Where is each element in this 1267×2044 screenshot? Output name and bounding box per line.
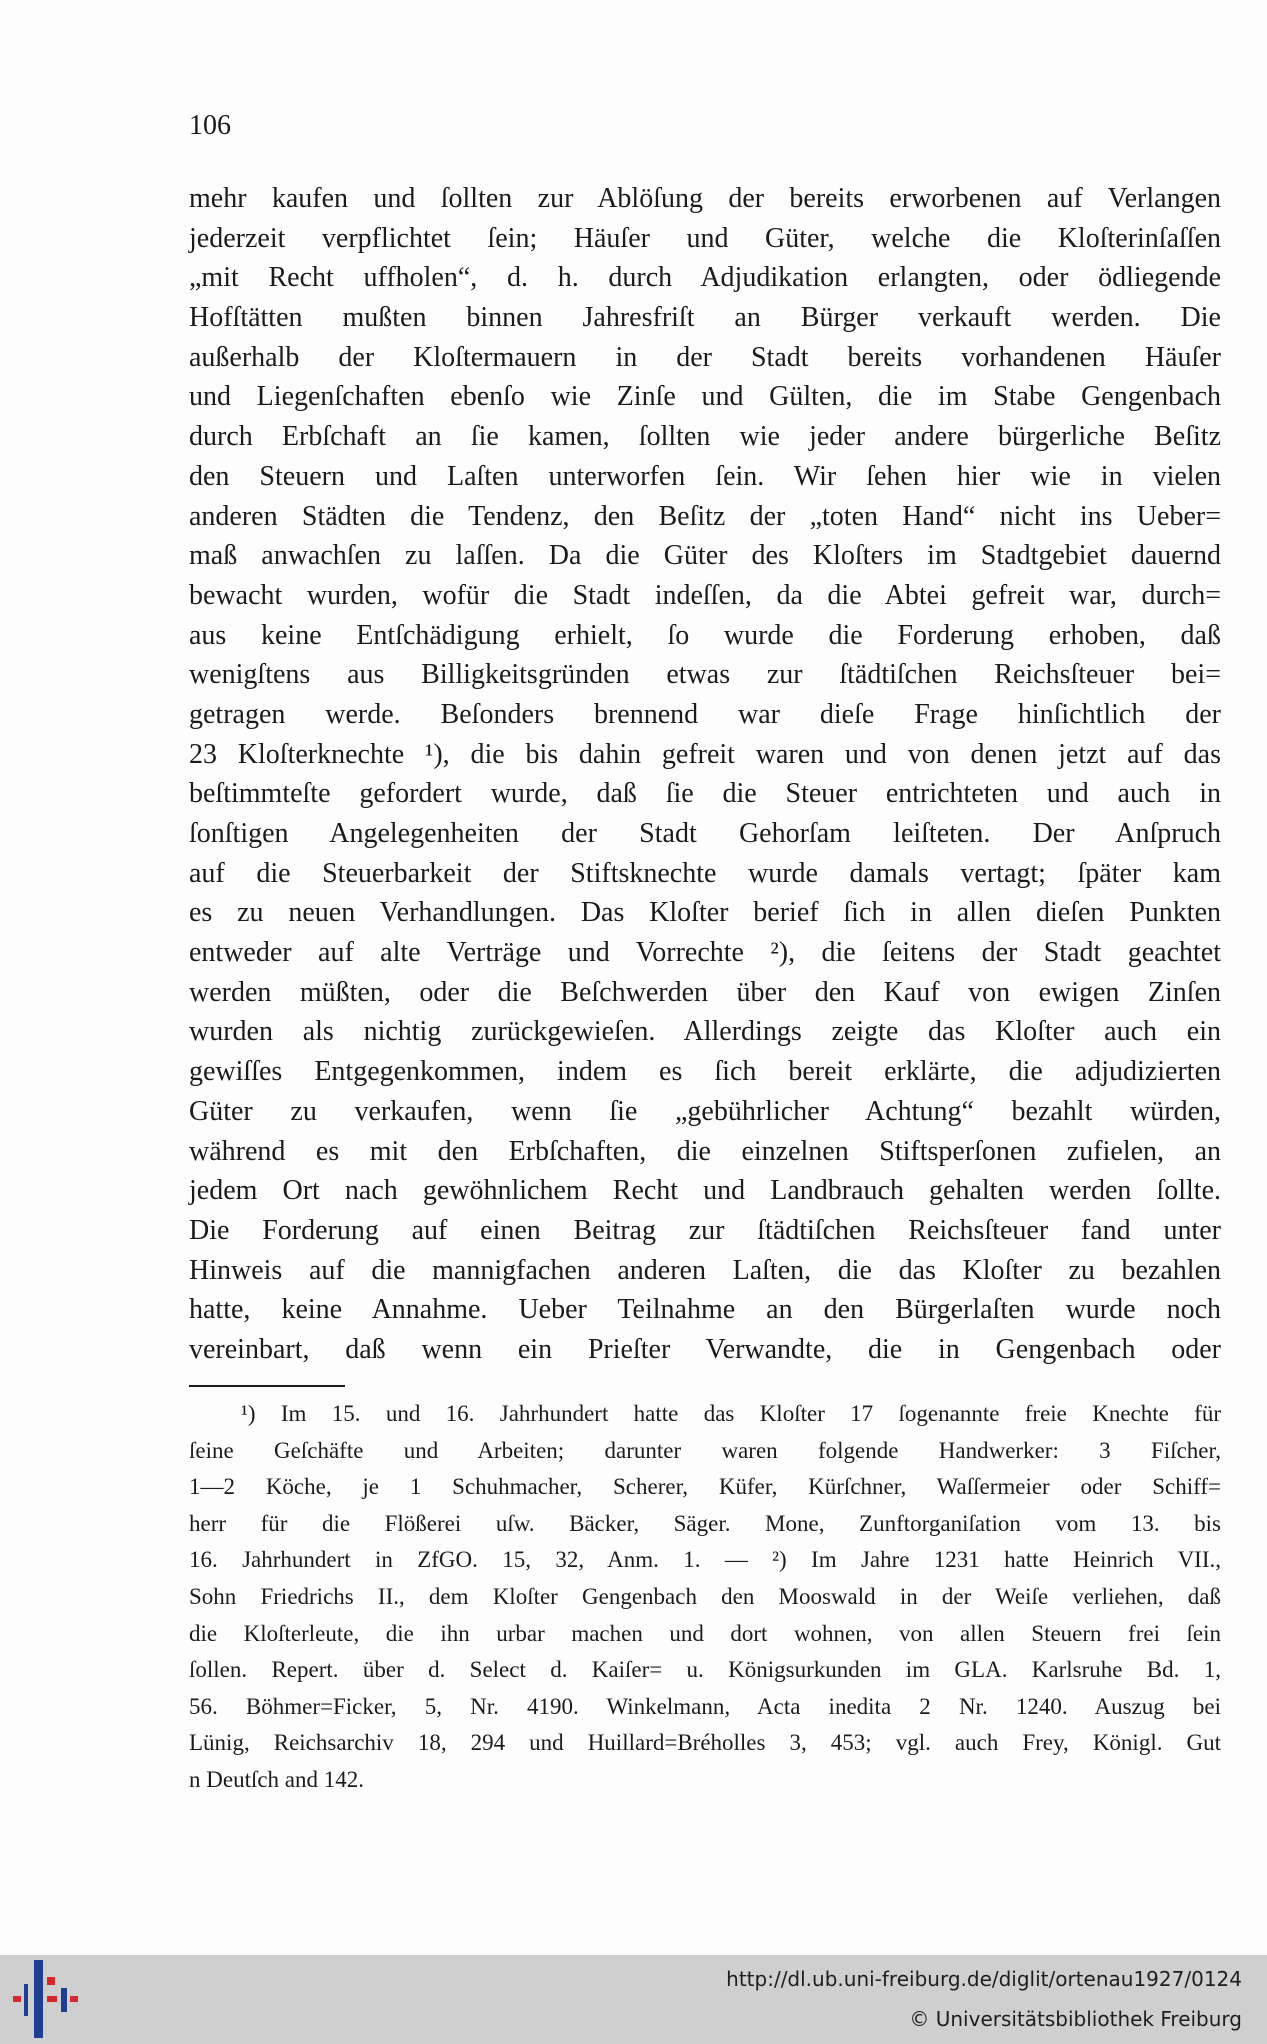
body-line: jederzeit verpflichtet ſein; Häuſer und Güter, welche die Kloſterinſaſſen (189, 222, 1221, 254)
body-line: aus keine Entſchädigung erhielt, ſo wurde die Forderung erhoben, daß (189, 619, 1221, 651)
page-number: 106 (189, 110, 231, 141)
body-line: während es mit den Erbſchaften, die einzelnen Stiftsperſonen zufielen, an (189, 1135, 1221, 1167)
footnote-divider (189, 1385, 345, 1387)
body-line: Güter zu verkaufen, wenn ſie „gebührlicher Achtung“ bezahlt würden, (189, 1095, 1221, 1127)
footnote-line: 16. Jahrhundert in ZfGO. 15, 32, Anm. 1. — ²) Im Jahre 1231 hatte Heinrich VII., (189, 1547, 1221, 1573)
body-line: und Liegenſchaften ebenſo wie Zinſe und Gülten, die im Stabe Gengenbach (189, 381, 1221, 413)
body-line: entweder auf alte Verträge und Vorrechte ²), die ſeitens der Stadt geachtet (189, 937, 1221, 969)
body-line: getragen werde. Beſonders brennend war dieſe Frage hinſichtlich der (189, 698, 1221, 730)
body-line: bewacht wurden, wofür die Stadt indeſſen, da die Abtei gefreit war, durch= (189, 579, 1221, 611)
body-line: „mit Recht uffholen“, d. h. durch Adjudikation erlangten, oder ödliegende (189, 262, 1221, 294)
body-line: hatte, keine Annahme. Ueber Teilnahme an den Bürgerlaſten wurde noch (189, 1294, 1221, 1326)
body-line: wenigſtens aus Billigkeitsgründen etwas zur ſtädtiſchen Reichsſteuer bei= (189, 659, 1221, 691)
footnote-line: ſeine Geſchäfte und Arbeiten; darunter waren folgende Handwerker: 3 Fiſcher, (189, 1437, 1221, 1463)
body-line: jedem Ort nach gewöhnlichem Recht und Landbrauch gehalten werden ſollte. (189, 1175, 1221, 1207)
body-line: wurden als nichtig zurückgewieſen. Allerdings zeigte das Kloſter auch ein (189, 1016, 1221, 1048)
body-line: es zu neuen Verhandlungen. Das Kloſter berief ſich in allen dieſen Punkten (189, 897, 1221, 929)
body-line: 23 Kloſterknechte ¹), die bis dahin gefreit waren und von denen jetzt auf das (189, 738, 1221, 770)
footnote-line: herr für die Flößerei uſw. Bäcker, Säger. Mone, Zunftorganiſation vom 13. bis (189, 1510, 1221, 1536)
body-line: Die Forderung auf einen Beitrag zur ſtädtiſchen Reichsſteuer fand unter (189, 1214, 1221, 1246)
ub-freiburg-logo-icon (13, 1960, 78, 2038)
body-line: durch Erbſchaft an ſie kamen, ſollten wie jeder andere bürgerliche Beſitz (189, 421, 1221, 453)
copyright-notice: © Universitätsbibliothek Freiburg (909, 2007, 1242, 2031)
source-url: http://dl.ub.uni-freiburg.de/diglit/ortenau1927/0124 (726, 1967, 1242, 1991)
footnote-line: die Kloſterleute, die ihn urbar machen und dort wohnen, von allen Steuern frei ſein (189, 1620, 1221, 1646)
footnote-line: Sohn Friedrichs II., dem Kloſter Gengenbach den Mooswald in der Weiſe verliehen, daß (189, 1583, 1221, 1609)
body-line: werden müßten, oder die Beſchwerden über den Kauf von ewigen Zinſen (189, 976, 1221, 1008)
footnotes (189, 1396, 1221, 1799)
body-line: vereinbart, daß wenn ein Prieſter Verwandte, die in Gengenbach oder (189, 1333, 1221, 1365)
body-line: Hofſtätten mußten binnen Jahresfriſt an Bürger verkauft werden. Die (189, 302, 1221, 334)
body-line: mehr kaufen und ſollten zur Ablöſung der bereits erworbenen auf Verlangen (189, 183, 1221, 214)
body-line: ſonſtigen Angelegenheiten der Stadt Gehorſam leiſteten. Der Anſpruch (189, 818, 1221, 849)
body-line: außerhalb der Kloſtermauern in der Stadt bereits vorhandenen Häuſer (189, 341, 1221, 373)
footnote-line: ſollen. Repert. über d. Select d. Kaiſer= u. Königsurkunden im GLA. Karlsruhe Bd. 1, (189, 1657, 1221, 1683)
body-line: Hinweis auf die mannigfachen anderen Laſten, die das Kloſter zu bezahlen (189, 1254, 1221, 1286)
body-line: beſtimmteſte gefordert wurde, daß ſie die Steuer entrichteten und auch in (189, 778, 1221, 810)
body-line: maß anwachſen zu laſſen. Da die Güter des Kloſters im Stadtgebiet dauernd (189, 540, 1221, 572)
footnote-line: ¹) Im 15. und 16. Jahrhundert hatte das Kloſter 17 ſogenannte freie Knechte für (241, 1401, 1221, 1426)
footnote-line: 56. Böhmer=Ficker, 5, Nr. 4190. Winkelmann, Acta inedita 2 Nr. 1240. Auszug bei (189, 1693, 1221, 1719)
body-line: gewiſſes Entgegenkommen, indem es ſich bereit erklärte, die adjudizierten (189, 1056, 1221, 1088)
body-line: auf die Steuerbarkeit der Stiftsknechte wurde damals vertagt; ſpäter kam (189, 857, 1221, 889)
body-line: anderen Städten die Tendenz, den Beſitz der „toten Hand“ nicht ins Ueber= (189, 500, 1221, 532)
footnote-line: Lünig, Reichsarchiv 18, 294 und Huillard=Bréholles 3, 453; vgl. auch Frey, Königl. Gut (189, 1730, 1221, 1756)
body-text (189, 179, 1221, 1370)
footnote-line: 1—2 Köche, je 1 Schuhmacher, Scherer, Küfer, Kürſchner, Waſſermeier oder Schiff= (189, 1474, 1221, 1500)
footnote-line: n Deutſch and 142. (189, 1766, 365, 1792)
body-line: den Steuern und Laſten unterworfen ſein. Wir ſehen hier wie in vielen (189, 460, 1221, 492)
